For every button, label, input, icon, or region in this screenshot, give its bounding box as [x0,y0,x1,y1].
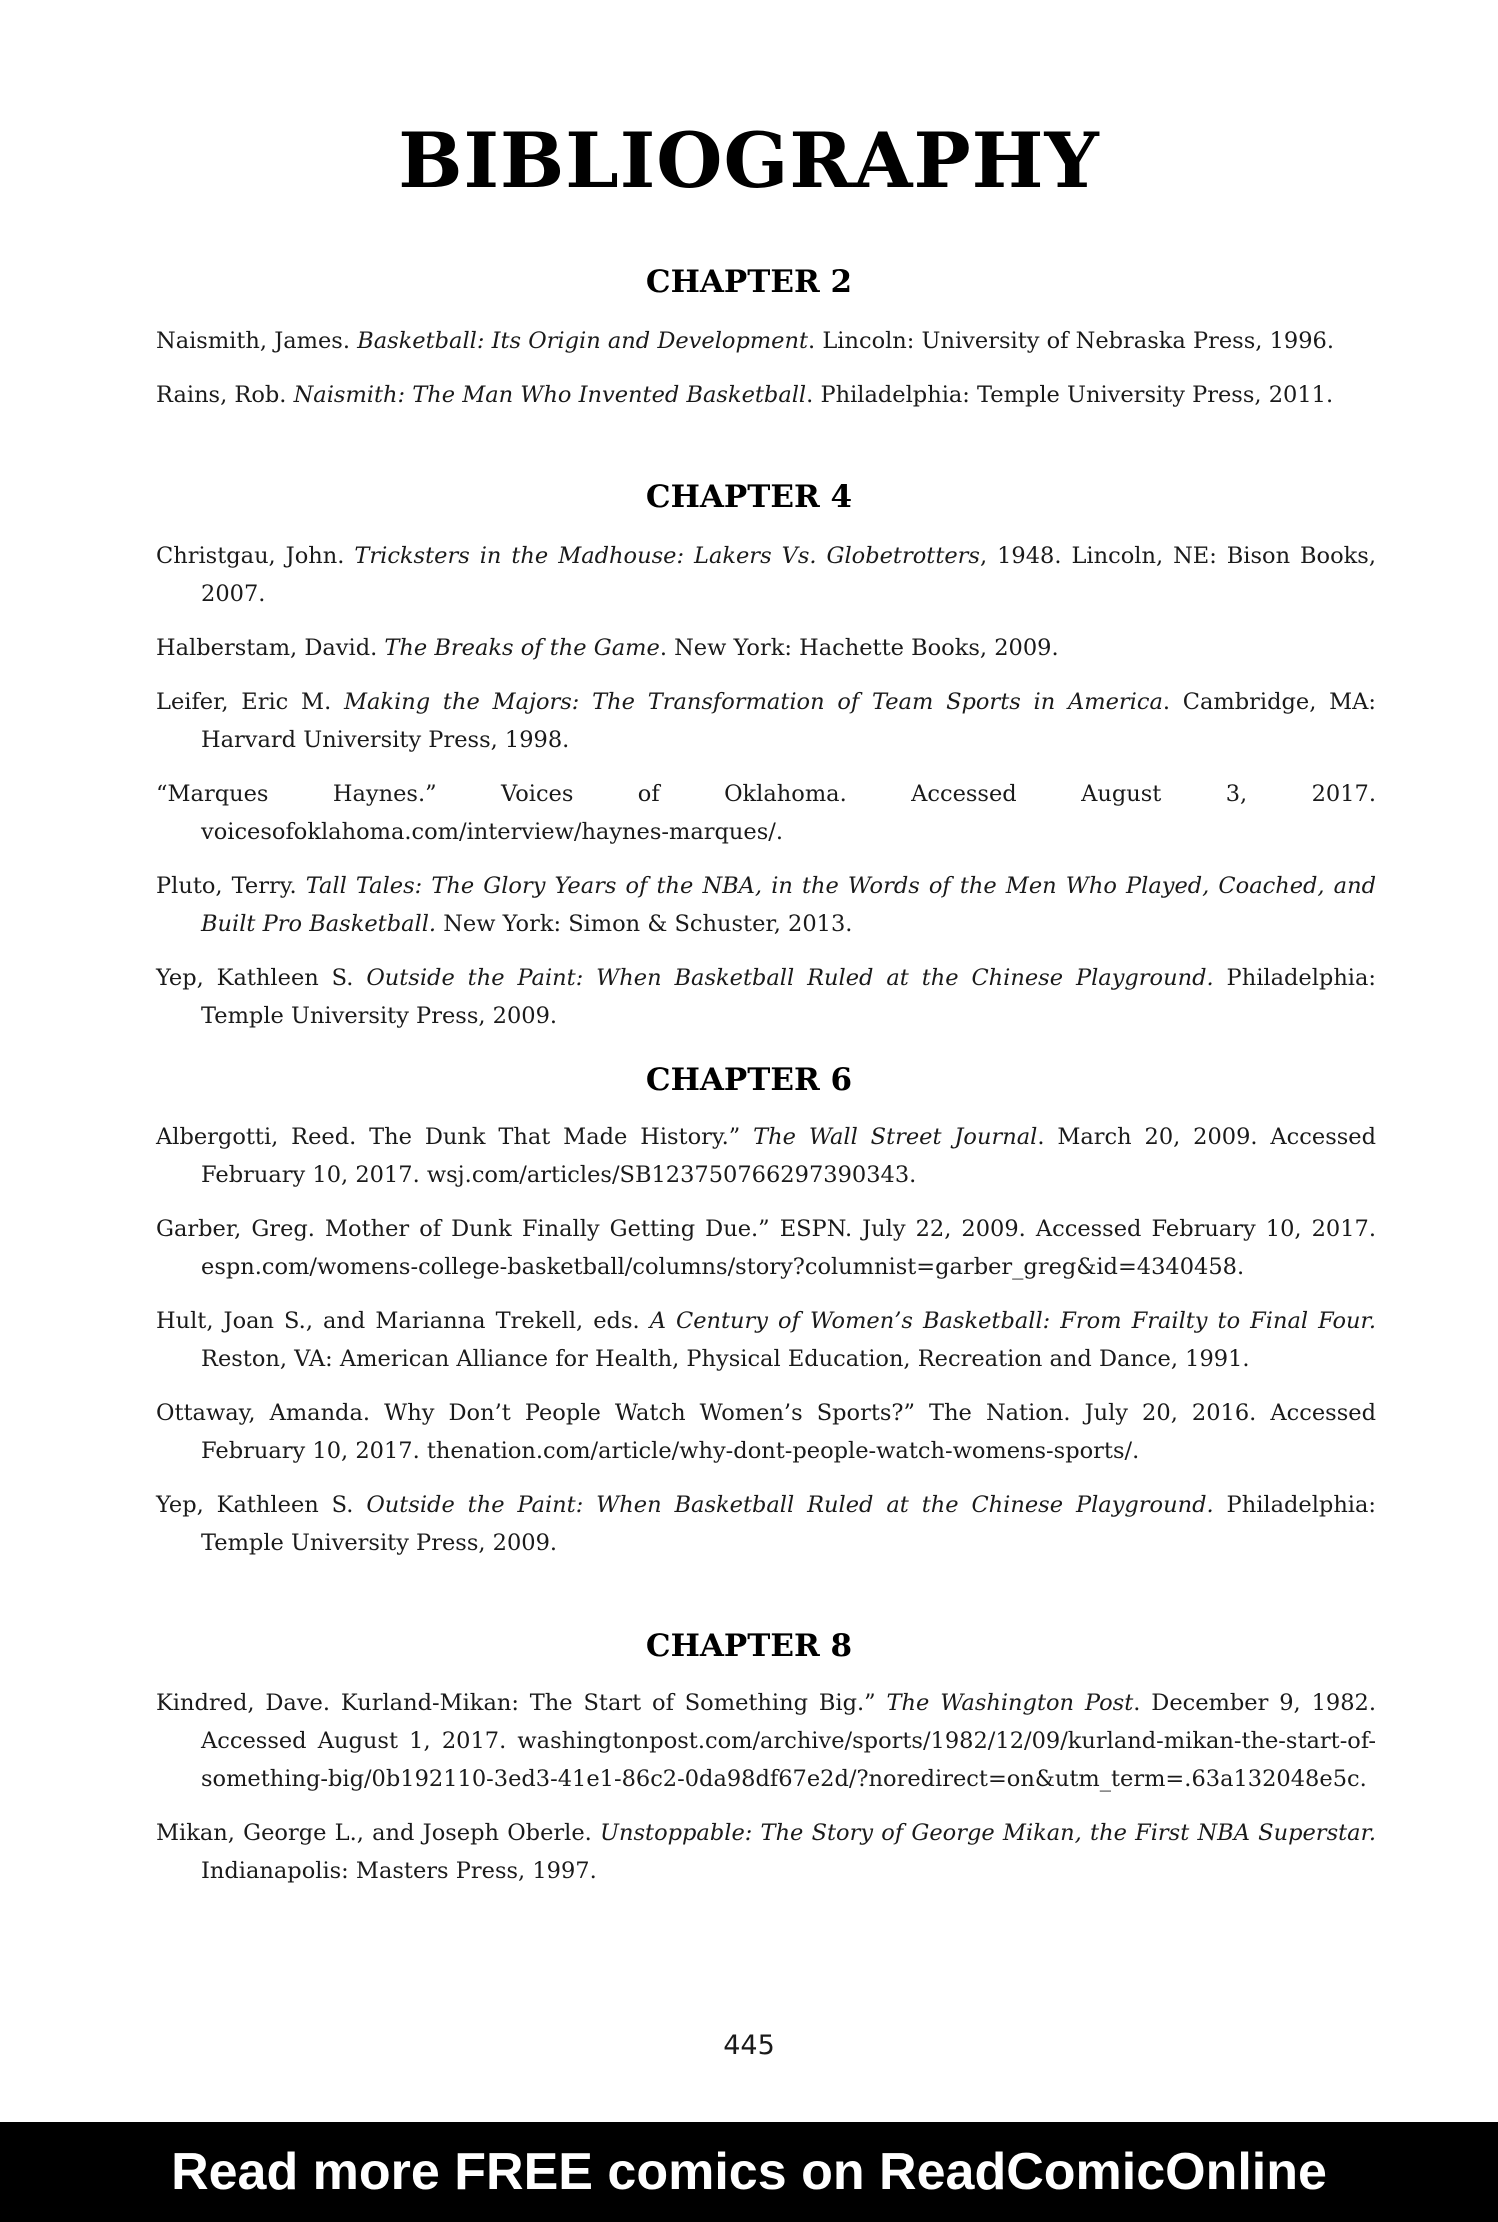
entry-author: Christgau, John. [156,543,355,569]
page-number: 445 [723,2030,775,2061]
chapter-heading: CHAPTER 4 [645,479,853,515]
entry-title: Outside the Paint: When Basketball Ruled at the Chinese Playground. [366,965,1214,991]
entry-publication: Philadelphia: Temple University Press, 2009. [201,965,1376,1029]
entry-title: Basketball: Its Origin and Development [357,328,809,354]
bibliography-entry [156,1118,1376,1194]
entry-title: Outside the Paint: When Basketball Ruled at the Chinese Playground. [366,1492,1214,1518]
bibliography-entry [156,959,1376,1035]
entry-author: Naismith, James. [156,328,358,354]
entry-publication: . New York: Hachette Books, 2009. [659,635,1059,661]
promo-banner[interactable] [0,2122,1498,2222]
entry-publication: , 1948. Lincoln, NE: Bison Books, 2007. [201,543,1376,607]
bibliography-entry [156,1302,1376,1378]
entry-author: Yep, Kathleen S. [156,1492,367,1518]
entry-author: “Marques Haynes.” Voices of Oklahoma. Accessed August 3, 2017. voicesofoklahoma.com/interview/haynes-marques/. [156,781,1376,845]
chapter-heading: CHAPTER 8 [645,1628,853,1664]
chapter-heading: CHAPTER 6 [645,1062,853,1098]
entry-title: The Wall Street Journal [753,1124,1038,1150]
entry-title: Unstoppable: The Story of George Mikan, the First NBA Superstar. [600,1820,1377,1846]
bibliography-entry [156,1486,1376,1562]
entry-publication: Reston, VA: American Alliance for Health, Physical Education, Recreation and Dance, 1991. [201,1346,1250,1372]
entry-title: Tall Tales: The Glory Years of the NBA, in the Words of the Men Who Played, Coached, and Built Pro Basketball. [201,873,1376,937]
entry-publication: . Philadelphia: Temple University Press, 2011. [806,382,1334,408]
bibliography-list [156,1684,1376,1906]
bibliography-entry [156,775,1376,851]
entry-author: Hult, Joan S., and Marianna Trekell, eds. [156,1308,650,1334]
entry-author: Ottaway, Amanda. Why Don’t People Watch Women’s Sports?” The Nation. July 20, 2016. Accessed February 10, 2017. thenation.com/article/why-dont-people-watch-womens-sports/. [156,1400,1376,1464]
bibliography-entry [156,1684,1376,1798]
entry-author: Mikan, George L., and Joseph Oberle. [156,1820,601,1846]
entry-title: Tricksters in the Madhouse: Lakers Vs. Globetrotters [354,543,980,569]
entry-title: Naismith: The Man Who Invented Basketball [293,382,807,408]
bibliography-list [156,1118,1376,1578]
banner-text[interactable]: Read more FREE comics on ReadComicOnline [171,2143,1327,2201]
bibliography-entry [156,683,1376,759]
entry-title: Making the Majors: The Transformation of Team Sports in America [343,689,1163,715]
entry-author: Pluto, Terry. [156,873,306,899]
bibliography-entry [156,1394,1376,1470]
entry-title: The Washington Post [886,1690,1134,1716]
entry-author: Albergotti, Reed. The Dunk That Made History.” [156,1124,754,1150]
entry-author: Halberstam, David. [156,635,385,661]
entry-title: A Century of Women’s Basketball: From Frailty to Final Four. [649,1308,1376,1334]
bibliography-entry [156,1210,1376,1286]
bibliography-entry [156,537,1376,613]
entry-publication: Indianapolis: Masters Press, 1997. [201,1858,597,1884]
entry-author: Kindred, Dave. Kurland-Mikan: The Start of Something Big.” [156,1690,887,1716]
entry-publication: . Cambridge, MA: Harvard University Press, 1998. [201,689,1376,753]
bibliography-entry [156,629,1376,667]
entry-author: Rains, Rob. [156,382,294,408]
entry-publication: Philadelphia: Temple University Press, 2009. [201,1492,1376,1556]
entry-publication: New York: Simon & Schuster, 2013. [436,911,853,937]
entry-publication: . March 20, 2009. Accessed February 10, 2017. wsj.com/articles/SB123750766297390343. [201,1124,1377,1188]
chapter-heading: CHAPTER 2 [645,264,853,300]
entry-author: Leifer, Eric M. [156,689,344,715]
entry-title: The Breaks of the Game [384,635,660,661]
bibliography-entry [156,322,1376,360]
page-title: BIBLIOGRAPHY [398,116,1100,205]
entry-author: Garber, Greg. Mother of Dunk Finally Getting Due.” ESPN. July 22, 2009. Accessed February 10, 2017. espn.com/womens-college-basketball/columns/story?columnist=garber_greg&id=4340458. [156,1216,1376,1280]
bibliography-list [156,537,1376,1051]
bibliography-entry [156,376,1376,414]
entry-publication: . Lincoln: University of Nebraska Press, 1996. [808,328,1334,354]
entry-publication: . December 9, 1982. Accessed August 1, 2017. washingtonpost.com/archive/sports/1982/12/09/kurland-mikan-the-start-of-something-big/0b192110-3ed3-41e1-86c2-0da98df67e2d/?noredirect=on&utm_term=.63a132048e5c. [201,1690,1376,1792]
bibliography-entry [156,867,1376,943]
bibliography-entry [156,1814,1376,1890]
entry-author: Yep, Kathleen S. [156,965,367,991]
bibliography-list [156,322,1376,430]
